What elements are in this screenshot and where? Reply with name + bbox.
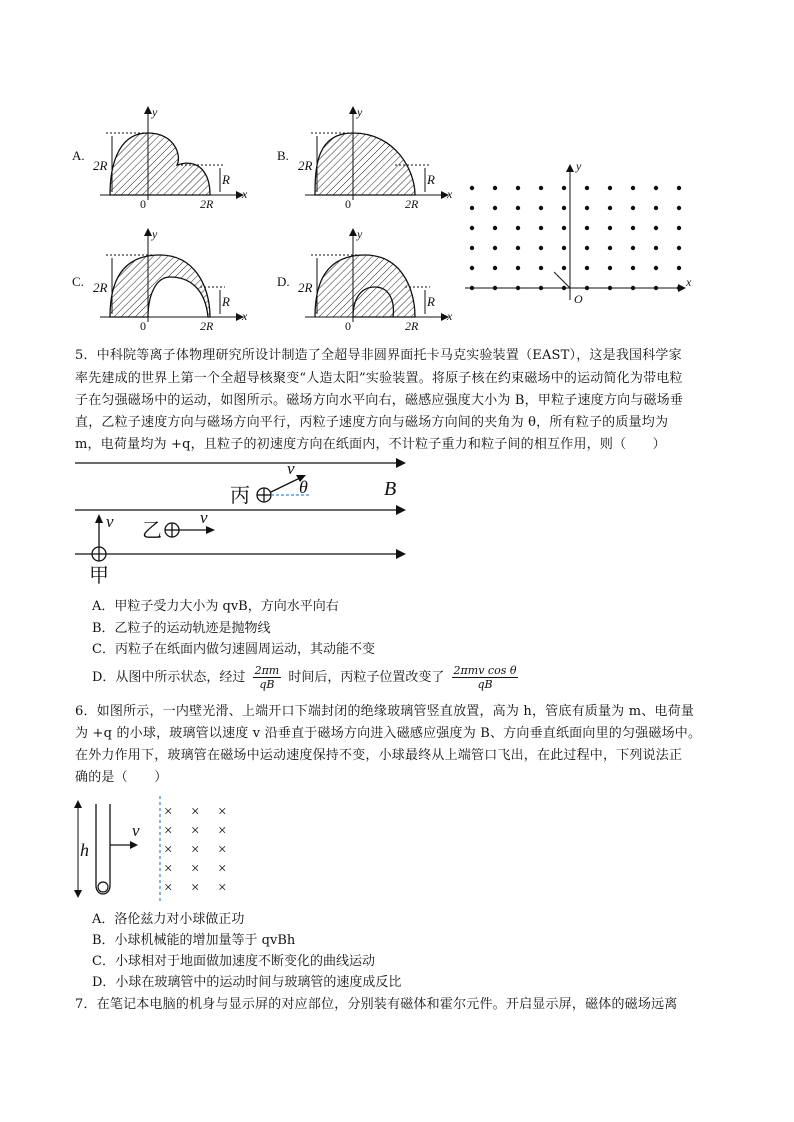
particles-field-figure xyxy=(70,455,430,585)
jia-label: 甲 xyxy=(89,565,109,587)
field-dot xyxy=(677,206,681,210)
answer-figures xyxy=(60,100,520,340)
field-dot xyxy=(631,186,635,190)
fraction-period: $\frac{2\pi m}{qB}$ xyxy=(254,664,280,691)
field-dot xyxy=(608,226,612,230)
q5-line-5: m，电荷量均为 +q，且粒子的初速度方向在纸面内，不计粒子重力和粒子间的相互作用，则（ ） xyxy=(75,437,666,452)
field-dot xyxy=(654,226,658,230)
field-cross: × xyxy=(191,823,200,839)
svg-text:y: y xyxy=(357,227,363,241)
q5-line-1: 5．中科院等离子体物理研究所设计制造了全超导非圆界面托卡马克实验装置（EAST），这是我国科学家 xyxy=(75,348,682,363)
field-cross: × xyxy=(164,842,173,858)
svg-text:y: y xyxy=(576,159,582,173)
option-label: A. xyxy=(72,148,85,163)
field-cross: × xyxy=(164,804,173,820)
fraction-displacement: $\frac{\text{2πmv cos θ}}{qB}$ xyxy=(453,664,517,691)
svg-text:2R: 2R xyxy=(200,197,214,211)
field-dot xyxy=(677,266,681,270)
field-dot xyxy=(493,266,497,270)
field-dot xyxy=(677,226,681,230)
figure-option-d xyxy=(277,227,453,333)
field-cross: × xyxy=(218,861,227,877)
field-cross: × xyxy=(191,842,200,858)
field-dot xyxy=(608,206,612,210)
field-cross: × xyxy=(191,804,200,820)
field-dot xyxy=(493,226,497,230)
field-dot xyxy=(516,266,520,270)
field-dot xyxy=(677,246,681,250)
svg-text:y: y xyxy=(152,227,158,241)
field-cross: × xyxy=(164,823,173,839)
svg-text:v: v xyxy=(132,821,140,840)
field-dot xyxy=(562,186,566,190)
bing-label: 丙 xyxy=(230,485,250,507)
field-dot xyxy=(493,246,497,250)
field-dot xyxy=(516,226,520,230)
svg-text:B: B xyxy=(384,478,397,500)
field-dot xyxy=(654,206,658,210)
field-cross: × xyxy=(191,861,200,877)
q6-line-2: 为 +q 的小球，玻璃管以速度 v 沿垂直于磁场方向进入磁感应强度为 B、方向垂直纸面向里的匀强磁场中。 xyxy=(75,726,702,741)
field-dot xyxy=(608,266,612,270)
field-dot xyxy=(562,286,566,290)
q5-line-4: 直，乙粒子速度方向与磁场方向平行，丙粒子速度方向与磁场方向间的夹角为 θ，所有粒子的质量均为 xyxy=(75,415,669,430)
q5-option-a[interactable]: A．甲粒子受力大小为 qvB，方向水平向右 xyxy=(92,599,339,614)
field-dot xyxy=(585,186,589,190)
glass-tube-figure xyxy=(70,790,260,910)
field-dot xyxy=(539,266,543,270)
q6-option-b[interactable]: B．小球机械能的增加量等于 qvBh xyxy=(92,933,296,948)
field-dot xyxy=(562,266,566,270)
svg-text:0: 0 xyxy=(140,319,146,333)
svg-text:2R: 2R xyxy=(298,158,313,173)
svg-text:2R: 2R xyxy=(200,319,214,333)
svg-text:v: v xyxy=(287,459,295,478)
field-dot xyxy=(493,206,497,210)
field-dot xyxy=(631,226,635,230)
magnetic-dot-field-figure xyxy=(460,160,700,310)
field-dot xyxy=(470,246,474,250)
svg-text:0: 0 xyxy=(345,319,351,333)
svg-text:R: R xyxy=(427,294,435,309)
field-dot xyxy=(585,246,589,250)
field-dot xyxy=(539,206,543,210)
option-label: D. xyxy=(277,274,290,289)
q7-line-1: 7．在笔记本电脑的机身与显示屏的对应部位，分别装有磁体和霍尔元件。开启显示屏，磁体的磁场远离 xyxy=(75,997,678,1012)
q6-option-c[interactable]: C．小球相对于地面做加速度不断变化的曲线运动 xyxy=(92,954,375,969)
field-dot xyxy=(539,226,543,230)
svg-text:v: v xyxy=(200,508,208,527)
field-dot xyxy=(654,186,658,190)
field-dot xyxy=(585,286,589,290)
field-dot xyxy=(654,286,658,290)
field-dot xyxy=(585,206,589,210)
svg-text:0: 0 xyxy=(140,197,146,211)
q6-option-a[interactable]: A．洛伦兹力对小球做正功 xyxy=(92,912,245,927)
option-label: C. xyxy=(72,274,84,289)
field-dot xyxy=(516,246,520,250)
field-cross: × xyxy=(218,823,227,839)
svg-text:2R: 2R xyxy=(405,197,419,211)
field-dot xyxy=(677,286,681,290)
field-dot xyxy=(562,206,566,210)
svg-text:x: x xyxy=(447,187,453,201)
field-dot xyxy=(585,266,589,270)
field-dot xyxy=(470,226,474,230)
svg-text:θ: θ xyxy=(299,477,308,497)
field-cross: × xyxy=(218,880,227,896)
svg-text:O: O xyxy=(574,292,583,306)
field-cross: × xyxy=(164,861,173,877)
svg-text:2R: 2R xyxy=(405,319,419,333)
field-dot xyxy=(493,186,497,190)
q6-line-4: 确的是（ ） xyxy=(75,770,168,785)
field-dot xyxy=(562,226,566,230)
svg-text:y: y xyxy=(357,105,363,119)
svg-text:2R: 2R xyxy=(93,158,108,173)
option-d-mid: 时间后，丙粒子位置改变了 xyxy=(288,670,445,685)
svg-text:R: R xyxy=(222,172,230,187)
field-dot xyxy=(539,246,543,250)
field-dot xyxy=(585,226,589,230)
field-cross: × xyxy=(164,880,173,896)
q5-line-2: 率先建成的世界上第一个全超导核聚变“人造太阳”实验装置。将原子核在约束磁场中的运动简化为带电粒 xyxy=(75,371,683,386)
figure-option-c xyxy=(72,227,248,333)
svg-text:x: x xyxy=(242,187,248,201)
q6-option-d[interactable]: D．小球在玻璃管中的运动时间与玻璃管的速度成反比 xyxy=(92,975,402,990)
option-label: B. xyxy=(277,148,289,163)
svg-text:x: x xyxy=(447,309,453,323)
field-dot xyxy=(516,186,520,190)
field-dot xyxy=(516,286,520,290)
field-dot xyxy=(516,206,520,210)
field-dot xyxy=(470,206,474,210)
q5-option-c[interactable]: C．丙粒子在纸面内做匀速圆周运动，其动能不变 xyxy=(92,642,375,657)
field-dot xyxy=(654,246,658,250)
svg-text:h: h xyxy=(80,840,89,860)
field-dot xyxy=(470,266,474,270)
svg-text:R: R xyxy=(222,294,230,309)
svg-text:2R: 2R xyxy=(298,280,313,295)
figure-option-b xyxy=(277,105,453,211)
q5-option-d[interactable] xyxy=(92,660,521,696)
yi-label: 乙 xyxy=(142,520,162,542)
field-cross: × xyxy=(191,880,200,896)
field-dot xyxy=(539,186,543,190)
field-dot xyxy=(470,186,474,190)
field-dot xyxy=(608,286,612,290)
svg-text:v: v xyxy=(106,512,114,531)
q6-line-1: 6．如图所示，一内壁光滑、上端开口下端封闭的绝缘玻璃管竖直放置，高为 h，管底有质量为 m、电荷量 xyxy=(75,704,695,719)
svg-text:y: y xyxy=(152,105,158,119)
field-dot xyxy=(631,286,635,290)
svg-text:0: 0 xyxy=(345,197,351,211)
svg-text:x: x xyxy=(686,275,692,289)
field-dot xyxy=(631,266,635,270)
svg-text:2R: 2R xyxy=(93,280,108,295)
field-dot xyxy=(470,286,474,290)
field-dot xyxy=(608,246,612,250)
field-dot xyxy=(677,186,681,190)
svg-text:x: x xyxy=(242,309,248,323)
field-cross: × xyxy=(218,842,227,858)
figure-option-a xyxy=(72,105,248,211)
field-cross: × xyxy=(218,804,227,820)
field-dot xyxy=(631,246,635,250)
q5-line-3: 子在匀强磁场中的运动，如图所示。磁场方向水平向右，磁感应强度大小为 B，甲粒子速度方向与磁场垂 xyxy=(75,393,684,408)
field-dot xyxy=(562,246,566,250)
field-dot xyxy=(608,186,612,190)
q6-line-3: 在外力作用下，玻璃管在磁场中运动速度保持不变，小球最终从上端管口飞出，在此过程中，下列说法正 xyxy=(75,748,683,763)
field-dot xyxy=(631,206,635,210)
svg-text:R: R xyxy=(427,172,435,187)
field-dot xyxy=(654,266,658,270)
field-dot xyxy=(539,286,543,290)
field-dot xyxy=(493,286,497,290)
option-d-prefix: D．从图中所示状态，经过 xyxy=(92,670,246,685)
q5-option-b[interactable]: B．乙粒子的运动轨迹是抛物线 xyxy=(92,621,271,636)
